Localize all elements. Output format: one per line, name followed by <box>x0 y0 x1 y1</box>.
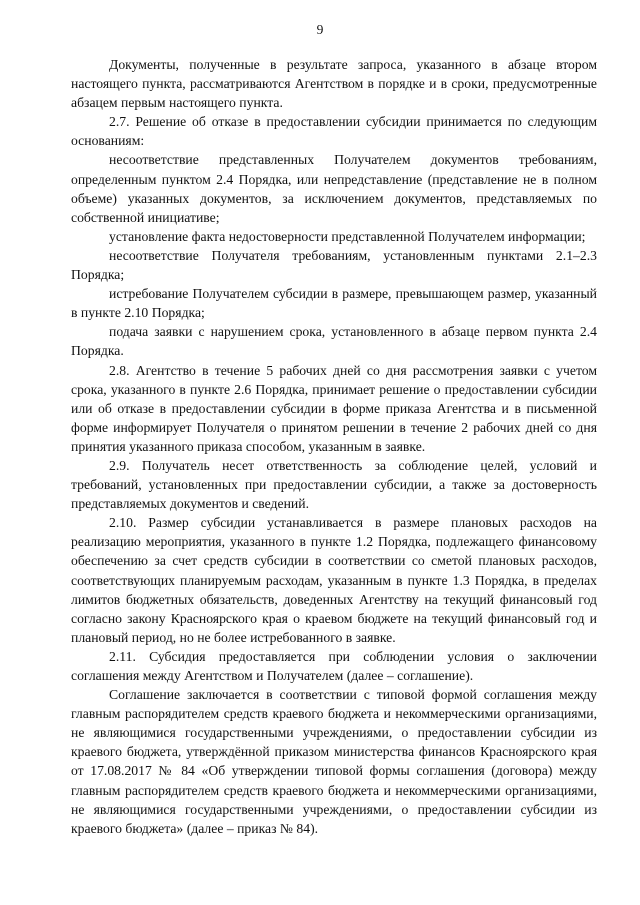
paragraph-2-9: 2.9. Получатель несет ответственность за соблюдение целей, условий и требований, установленных при предоставлении субсидии, а также за достоверность представляемых документов и сведений. <box>71 457 597 512</box>
paragraph-2-11: 2.11. Субсидия предоставляется при соблюдении условия о заключении соглашения между Агентством и Получателем (далее – соглашение). <box>71 648 597 683</box>
refusal-ground-deadline: подача заявки с нарушением срока, установленного в абзаце первом пункта 2.4 Порядка. <box>71 324 597 359</box>
paragraph-2-8: 2.8. Агентство в течение 5 рабочих дней со дня рассмотрения заявки с учетом срока, указанного в пункте 2.6 Порядка, принимает решение о предоставлении субсидии или об отказе в предоставлении субсидии в форме приказа Агентства и в письменной форме информирует Получателя о принятом решении в течение 2 рабочих дней со дня принятия указанного приказа способом, указанным в заявке. <box>71 362 597 454</box>
refusal-ground-unreliable-info: установление факта недостоверности представленной Получателем информации; <box>109 228 586 244</box>
paragraph-agreement-form: Соглашение заключается в соответствии с типовой формой соглашения между главным распорядителем средств краевого бюджета и некоммерческими организациями, не являющимися государственными учреждениями, о предоставлении субсидии из краевого бюджета, утверждённой приказом министерства финансов Красноярского края от 17.08.2017 № 84 «Об утверждении типовой формы соглашения (договора) между главным распорядителем средств краевого бюджета и некоммерческими организациями, не являющимися государственными учреждениями, о предоставлении субсидии из краевого бюджета» (далее – приказ № 84). <box>71 687 597 836</box>
refusal-ground-amount: истребование Получателем субсидии в размере, превышающем размер, указанный в пункте 2.10 Порядка; <box>71 286 597 321</box>
paragraph-2-10: 2.10. Размер субсидии устанавливается в размере плановых расходов на реализацию мероприятия, указанного в пункте 1.2 Порядка, подлежащего финансовому обеспечению за счет средств субсидии в соответствии со сметой плановых расходов, соответствующих планируемым расходам, указанным в пункте 1.3 Порядка, в пределах лимитов бюджетных обязательств, доведенных Агентству на текущий финансовый год согласно закону Красноярского края о краевом бюджете на текущий финансовый год и плановый период, но не более истребованного в заявке. <box>71 515 597 645</box>
refusal-ground-requirements: несоответствие Получателя требованиям, установленным пунктами 2.1–2.3 Порядка; <box>71 247 597 283</box>
paragraph-2-7: 2.7. Решение об отказе в предоставлении субсидии принимается по следующим основаниям: <box>71 114 597 149</box>
paragraph-documents-review: Документы, полученные в результате запроса, указанного в абзаце втором настоящего пункта, рассматриваются Агентством в порядке и в сроки, предусмотренные абзацем первым настоящего пункта. <box>71 57 597 111</box>
document-body <box>71 55 597 838</box>
refusal-ground-documents: несоответствие представленных Получателем документов требованиям, определенным пунктом 2.4 Порядка, или непредставление (представление не в полном объеме) указанных документов, за исключением документов, представляемых по собственной инициативе; <box>71 152 597 225</box>
page-number: 9 <box>316 22 324 37</box>
